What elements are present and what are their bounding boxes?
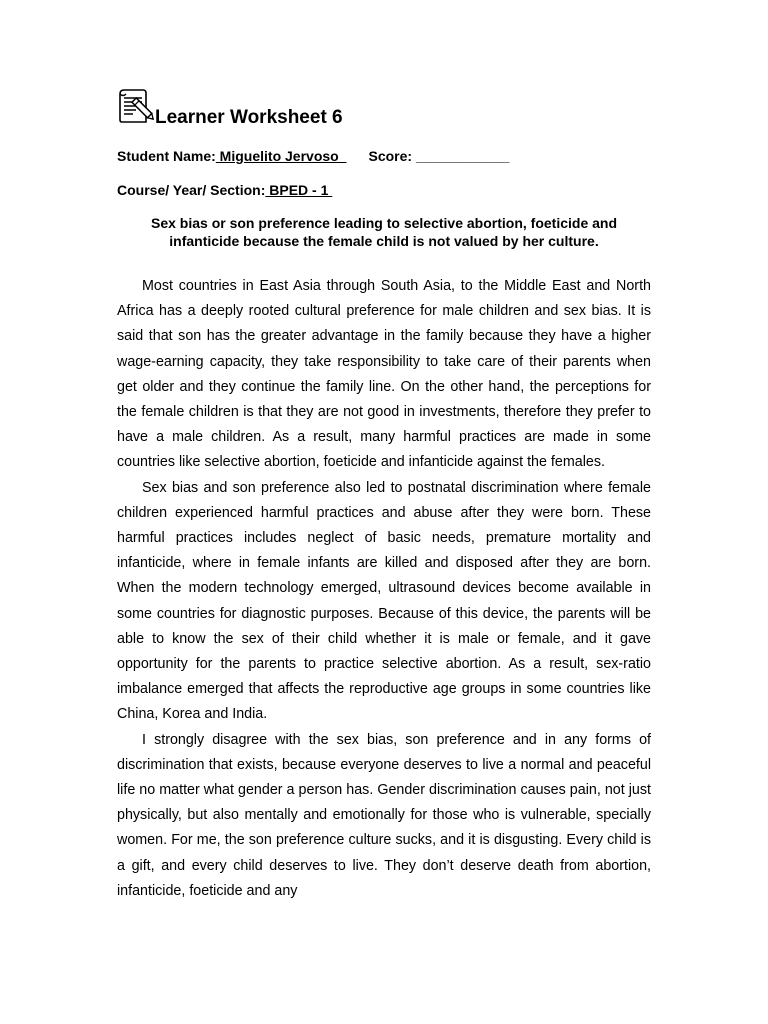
student-name-label: Student Name: <box>117 148 216 164</box>
course-line <box>117 181 332 199</box>
essay-body <box>117 274 651 904</box>
worksheet-pencil-icon <box>117 88 155 126</box>
paragraph-3: I strongly disagree with the sex bias, son preference and in any forms of discrimination that exists, because everyone deserves to live a normal and peaceful life no matter what gender a person has. Gender discrimination causes pain, not just physically, but also mentally and emotionally for those who is vulnerable, specially women. For me, the son preference culture sucks, and it is disgusting. Every child is a gift, and every child deserves to live. They don’t deserve death from abortion, infanticide, foeticide and any <box>117 731 651 899</box>
student-name-line <box>117 147 509 165</box>
score-label: Score: <box>368 148 413 164</box>
page-title: Learner Worksheet 6 <box>155 107 343 128</box>
paragraph-2: Sex bias and son preference also led to postnatal discrimination where female children experienced harmful practices and abuse after they were born. These harmful practices includes neglect of basic needs, premature mortality and infanticide, where in female infants are killed and disposed after they are born. When the modern technology emerged, ultrasound devices become available in some countries for diagnostic purposes. Because of this device, the parents will be able to know the sex of their child whether it is male or female, and it gave opportunity for the parents to practice selective abortion. As a result, sex-ratio imbalance emerged that affects the reproductive age groups in some countries like China, Korea and India. <box>117 479 651 723</box>
score-value: ____________ <box>412 148 510 164</box>
essay-title: Sex bias or son preference leading to selective abortion, foeticide and infanticide because the female child is not valued by her culture. <box>150 215 618 249</box>
worksheet-header <box>117 88 343 126</box>
course-label: Course/ Year/ Section: <box>117 182 266 198</box>
paragraph-1: Most countries in East Asia through South Asia, to the Middle East and North Africa has a deeply rooted cultural preference for male children and sex bias. It is said that son has the greater advantage in the family because they have a higher wage-earning capacity, they take responsibility to take care of their parents when get older and they continue the family line. On the other hand, the perceptions for the female children is that they are not good in investments, therefore they prefer to have a male children. As a result, many harmful practices are made in some countries like selective abortion, foeticide and infanticide against the females. <box>117 278 651 471</box>
course-value: BPED - 1 <box>265 182 333 198</box>
student-name-value: Miguelito Jervoso <box>215 148 347 164</box>
